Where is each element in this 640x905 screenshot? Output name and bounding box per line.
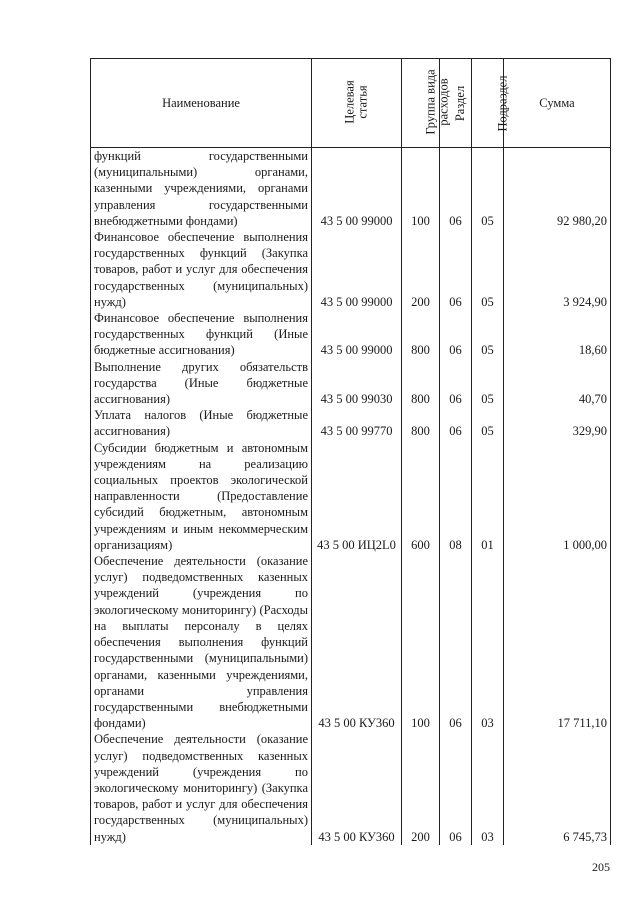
row-subsection: 01 — [472, 440, 504, 553]
row-sum: 92 980,20 — [504, 148, 611, 230]
header-section: Раздел — [440, 59, 472, 148]
row-target: 43 5 00 КУ360 — [312, 731, 402, 844]
row-target: 43 5 00 99030 — [312, 359, 402, 408]
row-section: 08 — [440, 440, 472, 553]
row-subsection: 05 — [472, 310, 504, 359]
row-subsection: 03 — [472, 553, 504, 731]
row-name: Финансовое обеспечение выполнения государственных функций (Закупка товаров, работ и услуг для обеспечения государственных (муниципальных) нужд) — [91, 229, 312, 310]
row-name: Уплата налогов (Иные бюджетные ассигнования) — [91, 407, 312, 439]
row-sum: 18,60 — [504, 310, 611, 359]
table-header-row — [91, 59, 611, 148]
row-name: Финансовое обеспечение выполнения государственных функций (Иные бюджетные ассигнования) — [91, 310, 312, 359]
row-group: 200 — [402, 731, 440, 844]
table-row — [91, 407, 611, 439]
table-row — [91, 553, 611, 731]
row-target: 43 5 00 99000 — [312, 229, 402, 310]
table-row — [91, 310, 611, 359]
row-sum: 6 745,73 — [504, 731, 611, 844]
row-section: 06 — [440, 359, 472, 408]
row-name: функций государственными (муниципальными) органами, казенными учреждениями, органами управления государственными внебюджетными фондами) — [91, 148, 312, 230]
row-section: 06 — [440, 148, 472, 230]
row-group: 200 — [402, 229, 440, 310]
row-subsection: 03 — [472, 731, 504, 844]
row-name: Выполнение других обязательств государства (Иные бюджетные ассигнования) — [91, 359, 312, 408]
row-target: 43 5 00 99000 — [312, 310, 402, 359]
header-subsection: Подраздел — [472, 59, 504, 148]
row-section: 06 — [440, 229, 472, 310]
header-expense-group: Группа вида расходов — [402, 59, 440, 148]
table-row — [91, 440, 611, 553]
row-target: 43 5 00 КУ360 — [312, 553, 402, 731]
row-section: 06 — [440, 407, 472, 439]
row-group: 800 — [402, 359, 440, 408]
row-subsection: 05 — [472, 148, 504, 230]
row-target: 43 5 00 99000 — [312, 148, 402, 230]
row-subsection: 05 — [472, 407, 504, 439]
row-sum: 17 711,10 — [504, 553, 611, 731]
row-group: 100 — [402, 553, 440, 731]
header-target-article: Целевая статья — [312, 59, 402, 148]
header-sum: Сумма — [504, 59, 611, 148]
row-name: Обеспечение деятельности (оказание услуг) подведомственных казенных учреждений (учреждения по экологическому мониторингу) (Расходы на выплаты персоналу в целях обеспечения выполнения функций государственными (муниципальными) органами, казенными учреждениями, органами управления государственными внебюджетными фондами) — [91, 553, 312, 731]
row-subsection: 05 — [472, 359, 504, 408]
row-group: 800 — [402, 310, 440, 359]
row-group: 800 — [402, 407, 440, 439]
row-target: 43 5 00 99770 — [312, 407, 402, 439]
row-sum: 3 924,90 — [504, 229, 611, 310]
page-number: 205 — [592, 860, 610, 874]
row-name: Обеспечение деятельности (оказание услуг) подведомственных казенных учреждений (учреждения по экологическому мониторингу) (Закупка товаров, работ и услуг для обеспечения государственных (муниципальных) нужд) — [91, 731, 312, 844]
row-sum: 40,70 — [504, 359, 611, 408]
table-row — [91, 148, 611, 230]
table-row — [91, 229, 611, 310]
row-subsection: 05 — [472, 229, 504, 310]
row-group: 100 — [402, 148, 440, 230]
row-section: 06 — [440, 731, 472, 844]
budget-table — [90, 58, 611, 845]
row-section: 06 — [440, 553, 472, 731]
row-target: 43 5 00 ИЦ2L0 — [312, 440, 402, 553]
header-name: Наименование — [91, 59, 312, 148]
row-section: 06 — [440, 310, 472, 359]
table-row — [91, 731, 611, 844]
row-sum: 1 000,00 — [504, 440, 611, 553]
table-row — [91, 359, 611, 408]
row-group: 600 — [402, 440, 440, 553]
row-sum: 329,90 — [504, 407, 611, 439]
row-name: Субсидии бюджетным и автономным учреждениям на реализацию социальных проектов экологической направленности (Предоставление субсидий бюджетным, автономным учреждениям и иным некоммерческим организациям) — [91, 440, 312, 553]
